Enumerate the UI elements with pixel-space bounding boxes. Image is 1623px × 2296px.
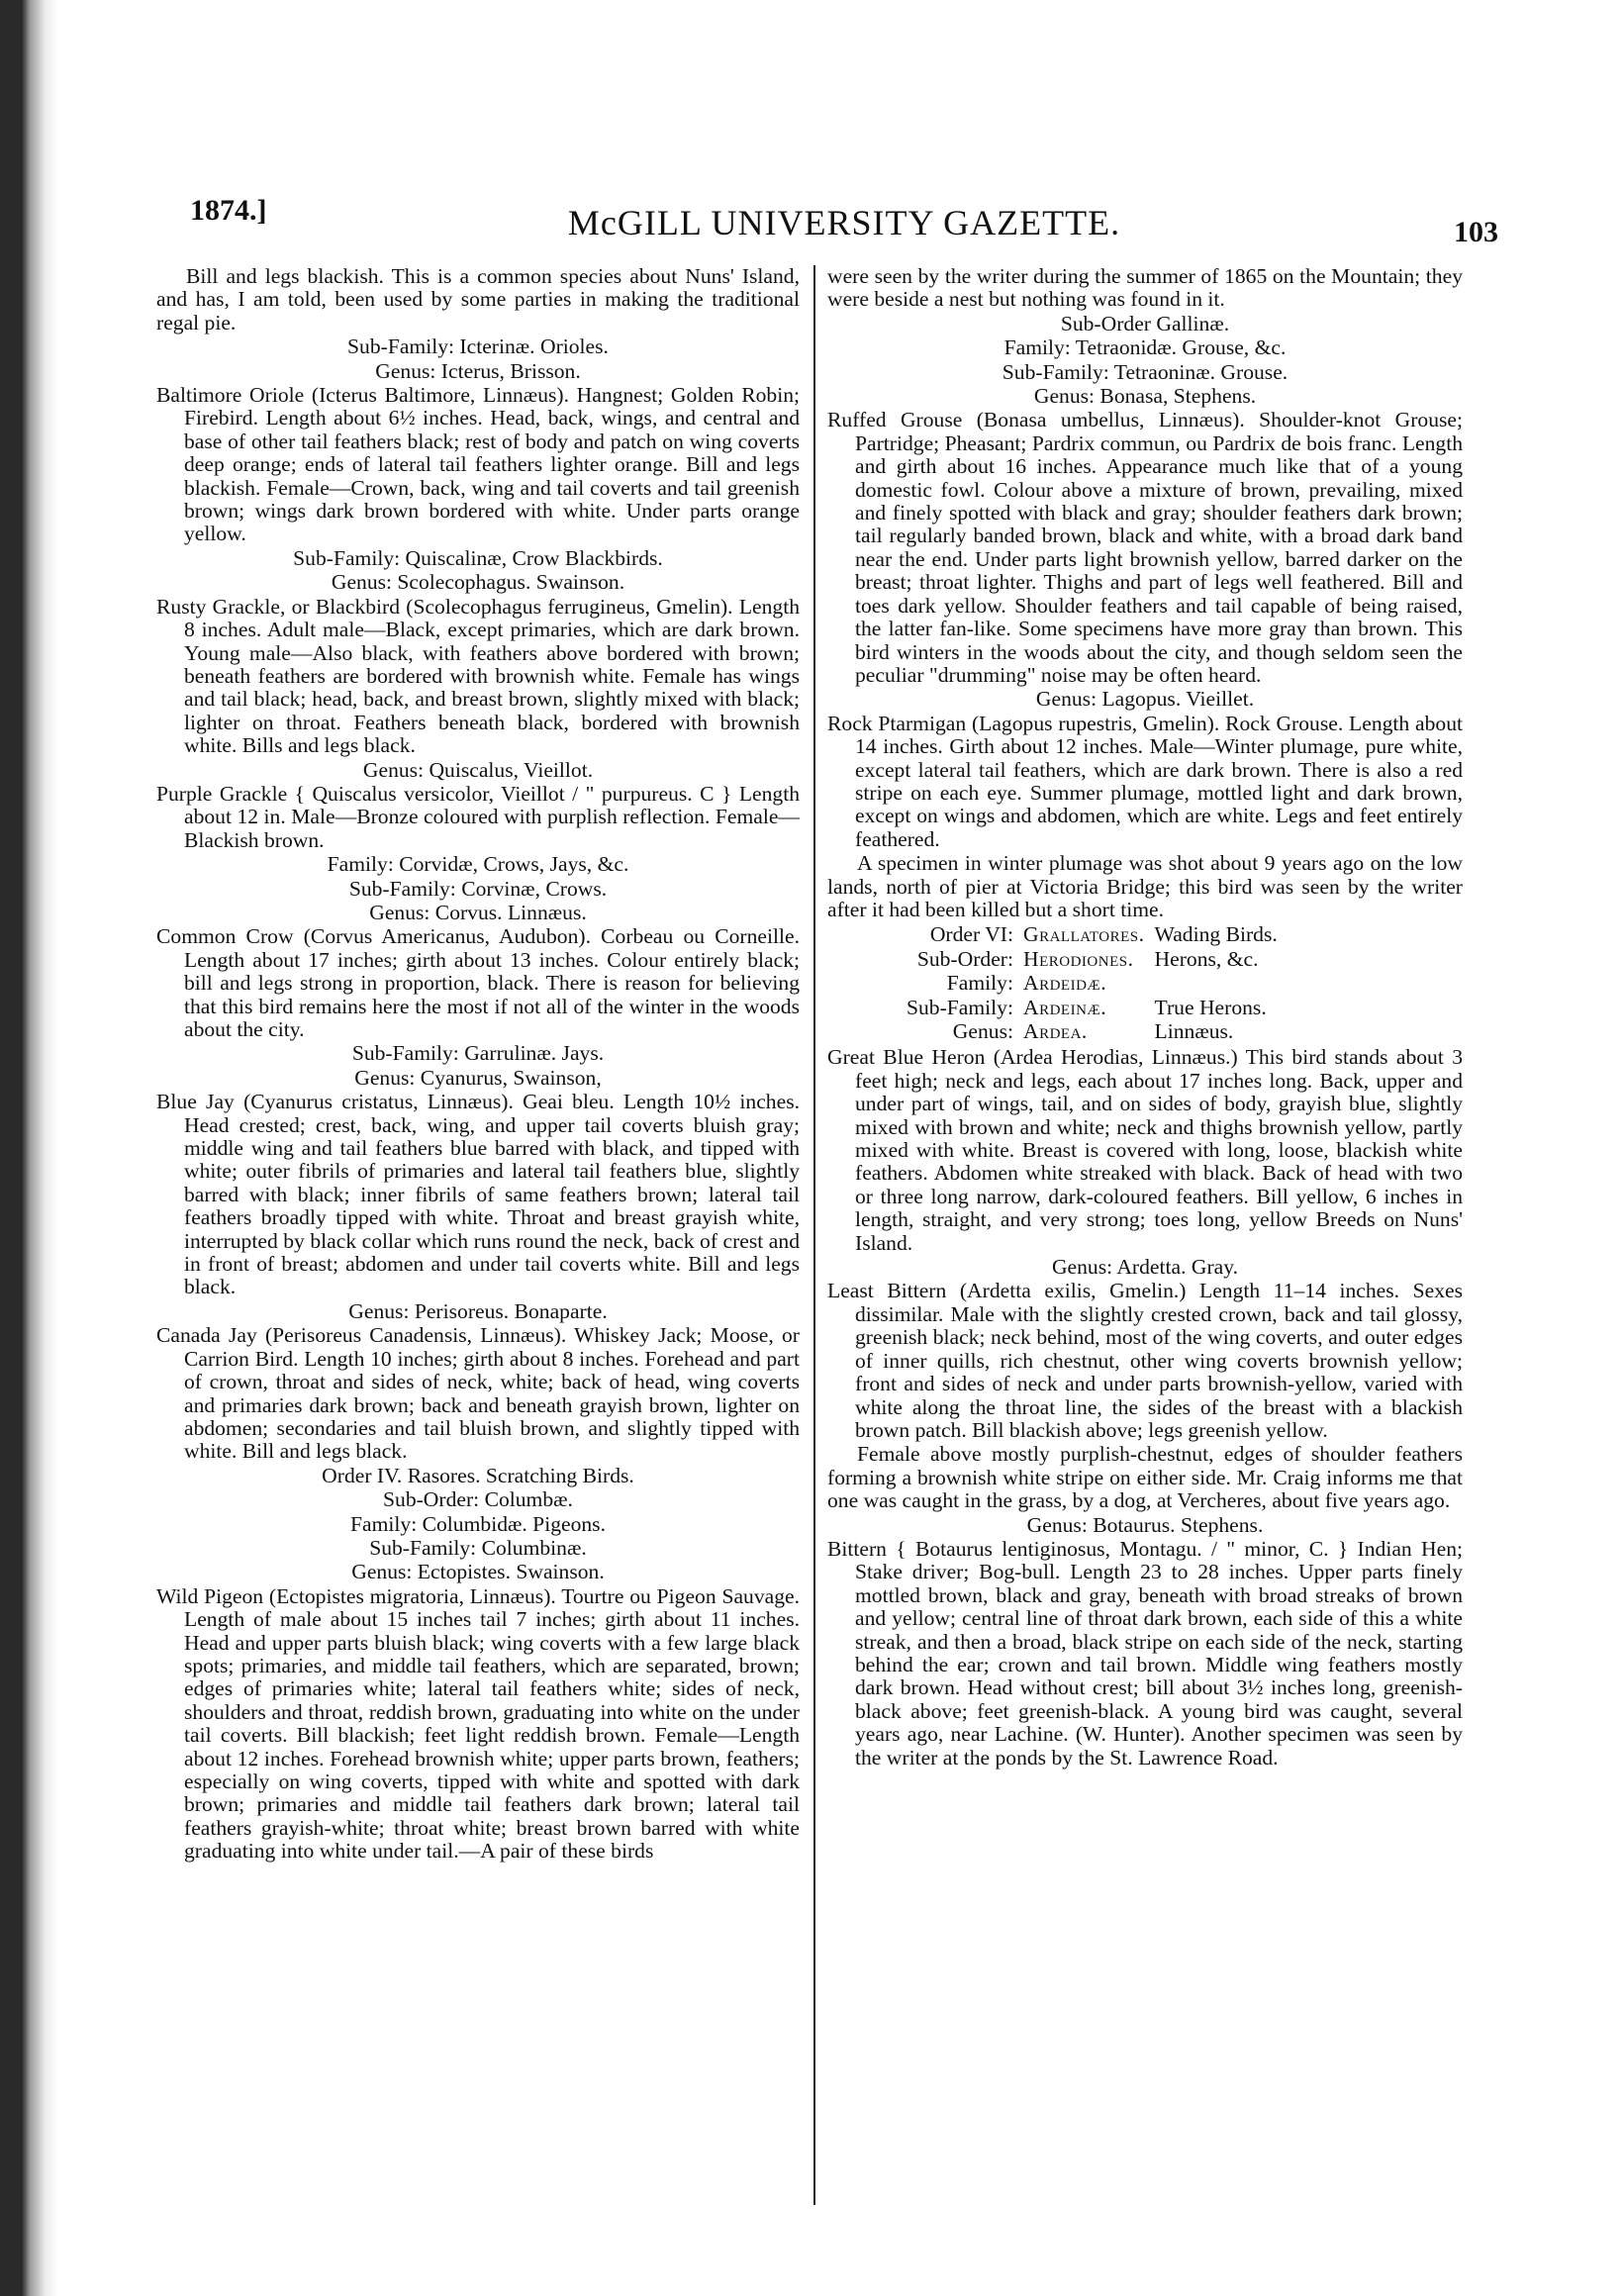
taxonomy-heading: Sub-Order: Columbæ.: [383, 1487, 573, 1512]
taxonomy-cell: Herons, &c.: [1154, 946, 1259, 971]
taxonomy-heading: Genus: Scolecophagus. Swainson.: [331, 570, 625, 595]
species-paragraph: Least Bittern (Ardetta exilis, Gmelin.) Length 11–14 inches. Sexes dissimilar. Male with the slightly crested crown, back and tail glossy, greenish black; neck behind, most of the wing coverts, and outer edges of inner quills, rich chestnut, other wing coverts brownish yellow; front and sides of neck and under parts brownish-yellow, varied with white along the throat line, the sides of the breast with a blackish brown patch. Bill blackish above; legs greenish yellow.: [827, 1279, 1463, 1442]
taxonomy-heading: Sub-Family: Columbinæ.: [369, 1535, 587, 1560]
species-paragraph: Purple Grackle { Quiscalus versicolor, Vieillot / " purpureus. C } Length about 12 in. Male—Bronze coloured with purplish reflection. Female—Blackish brown.: [156, 781, 800, 852]
taxonomy-cell: Ardeidæ.: [1022, 971, 1107, 996]
taxonomy-row: [907, 1020, 1288, 1044]
taxonomy-cell: Grallatores.: [1022, 922, 1145, 947]
taxonomy-heading: Sub-Family: Icterinæ. Orioles.: [347, 335, 609, 359]
publication-title: McGILL UNIVERSITY GAZETTE.: [567, 203, 1121, 242]
species-paragraph: Rusty Grackle, or Blackbird (Scolecophagus ferrugineus, Gmelin). Length 8 inches. Adult male—Black, except primaries, which are dark brown. Young male—Also black, with feathers above bordered with brown; beneath feathers are bordered with brownish white. Female has wings and tail black; head, back, and breast brown, slightly mixed with black; lighter on throat. Feathers beneath black, bordered with brownish white. Bills and legs black.: [156, 594, 800, 758]
species-paragraph: Bittern { Botaurus lentiginosus, Montagu. / " minor, C. } Indian Hen; Stake driver; Bog-bull. Length 23 to 28 inches. Upper parts finely mottled brown, black and gray, beneath with broad streaks of brown and yellow; central line of throat dark brown, each side of this a white streak, and then a broad, black stripe on each side of the neck, starting behind the ear; crown and tail brown. Middle wing feathers mostly dark brown. Head without crest; bill about 3½ inches long, greenish-black above; feet greenish-black. A young bird was caught, several years ago, near Lachine. (W. Hunter). Another specimen was seen by the writer at the ponds by the St. Lawrence Road.: [827, 1536, 1463, 1770]
taxonomy-heading: Sub-Family: Corvinæ, Crows.: [348, 876, 608, 901]
taxonomy-cell: Order VI:: [929, 922, 1013, 947]
taxonomy-heading: Genus: Ardetta. Gray.: [1051, 1255, 1239, 1280]
species-paragraph: Blue Jay (Cyanurus cristatus, Linnæus). Geai bleu. Length 10½ inches. Head crested; crest, back, wing, and upper tail coverts bluish gray; middle wing and tail feathers blue barred with black, and tipped with white; outer fibrils of primaries and lateral tail feathers blue, slightly barred with black; inner fibrils of same feathers brown; lateral tail feathers broadly tipped with white. Throat and breast grayish white, interrupted by black collar which runs round the neck, back of crest and in front of breast; abdomen and under tail coverts white. Bill and legs black.: [156, 1090, 800, 1299]
taxonomy-cell: Ardeinæ.: [1022, 995, 1107, 1019]
species-paragraph: Common Crow (Corvus Americanus, Audubon). Corbeau ou Corneille. Length about 17 inches; girth about 13 inches. Colour entirely black; bill and legs strong in proportion, black. There is reason for believing that this bird remains here the most if not all of the winter in the woods about the city.: [156, 924, 800, 1041]
taxonomy-cell: Family:: [946, 971, 1013, 996]
species-paragraph: Wild Pigeon (Ectopistes migratoria, Linnæus). Tourtre ou Pigeon Sauvage. Length of male about 15 inches tail 7 inches; girth about 11 inches. Head and upper parts bluish black; wing coverts with a few large black spots; primaries, and middle tail feathers, which are separated, brown; edges of primaries white; lateral tail feathers white; sides of neck, shoulders and throat, reddish brown, graduating into white on the under tail coverts. Bill blackish; feet light reddish brown. Female—Length about 12 inches. Forehead brownish white; upper parts brown, feathers; especially on wing coverts, tipped with white and spotted with dark brown; primaries and middle tail feathers dark brown; lateral tail feathers grayish-white; throat white; breast brown barred with white graduating into white under tail.—A pair of these birds: [156, 1583, 800, 1864]
taxonomy-heading: Order IV. Rasores. Scratching Birds.: [322, 1463, 634, 1487]
taxonomy-heading: Family: Columbidæ. Pigeons.: [350, 1511, 606, 1536]
taxonomy-row: [907, 997, 1288, 1020]
taxonomy-heading: Genus: Botaurus. Stephens.: [1026, 1512, 1264, 1537]
right-column: [827, 265, 1463, 2205]
page-edge-shadow: [0, 0, 57, 2296]
taxonomy-cell: Genus:: [952, 1019, 1013, 1043]
taxonomy-cell: Sub-Family:: [907, 995, 1013, 1019]
taxonomy-cell: Sub-Order:: [916, 946, 1013, 971]
taxonomy-cell: True Herons.: [1154, 995, 1267, 1019]
taxonomy-heading: Sub-Order Gallinæ.: [1060, 311, 1230, 335]
taxonomy-cell: [1155, 972, 1288, 996]
taxonomy-heading: Family: Tetraonidæ. Grouse, &c.: [1003, 335, 1287, 360]
taxonomy-cell: Herodiones.: [1022, 946, 1134, 971]
taxonomy-heading: Genus: Cyanurus, Swainson,: [354, 1065, 602, 1090]
taxonomy-heading: Genus: Corvus. Linnæus.: [369, 900, 587, 924]
taxonomy-heading: Family: Corvidæ, Crows, Jays, &c.: [327, 852, 629, 877]
page-number: 103: [1454, 216, 1498, 248]
issue-year: 1874.]: [190, 194, 267, 227]
taxonomy-row: [907, 923, 1288, 947]
left-column: [156, 265, 800, 2205]
species-paragraph: Rock Ptarmigan (Lagopus rupestris, Gmelin). Rock Grouse. Length about 14 inches. Girth about 12 inches. Male—Winter plumage, pure white, except lateral tail feathers, which are dark brown. There is also a red stripe on each eye. Summer plumage, mottled light and dark brown, except on wings and abdomen, which are white. Legs and feet entirely feathered.: [827, 711, 1463, 851]
taxonomy-cell: Linnæus.: [1154, 1019, 1234, 1043]
species-paragraph: Bill and legs blackish. This is a common species about Nuns' Island, and has, I am told, been used by some parties in making the traditional regal pie.: [156, 265, 800, 335]
taxonomy-heading: Genus: Lagopus. Vieillet.: [1035, 687, 1255, 712]
taxonomy-heading: Genus: Bonasa, Stephens.: [1033, 384, 1257, 409]
species-paragraph: Great Blue Heron (Ardea Herodias, Linnæus.) This bird stands about 3 feet high; neck and legs, each about 17 inches long. Back, upper and under part of wings, tail, and on sides of body, grayish blue, slightly mixed with brown and white; neck and thighs brownish yellow, partly mixed with white. Breast is covered with long, loose, blackish white feathers. Abdomen white streaked with black. Back of head with two or three long narrow, dark-coloured feathers. Bill yellow, 6 inches in length, straight, and very strong; toes long, yellow Breeds on Nuns' Island.: [827, 1045, 1463, 1255]
species-paragraph: Canada Jay (Perisoreus Canadensis, Linnæus). Whiskey Jack; Moose, or Carrion Bird. Length 10 inches; girth about 8 inches. Forehead and part of crown, throat and sides of neck, white; back of head, wing coverts and primaries dark brown; back and beneath grayish brown, lighter on abdomen; secondaries and tail bluish brown, and slightly tipped with white. Bill and legs black.: [156, 1323, 800, 1464]
species-paragraph: Ruffed Grouse (Bonasa umbellus, Linnæus). Shoulder-knot Grouse; Partridge; Pheasant; Pardrix commun, ou Pardrix de bois franc. Length and girth about 16 inches. Appearance much like that of a young domestic fowl. Colour above a mixture of brown, prevailing, mixed and finely spotted with black and gray; shoulder feathers dark brown; tail regularly banded brown, black and white, with a broad dark band near the end. Under parts light brownish yellow, barred darker on the breast; throat lighter. Thighs and part of legs well feathered. Bill and toes dark yellow. Shoulder feathers and tail capable of being raised, the latter fan-like. Some specimens have more gray than brown. This bird winters in the woods about the city, and though seldom seen the peculiar "drumming" noise may be often heard.: [827, 408, 1463, 687]
page-header: [190, 194, 1498, 253]
taxonomy-heading: Sub-Family: Garrulinæ. Jays.: [351, 1041, 605, 1066]
taxonomy-heading: Genus: Perisoreus. Bonaparte.: [348, 1298, 608, 1323]
species-paragraph: A specimen in winter plumage was shot about 9 years ago on the low lands, north of pier at Victoria Bridge; this bird was seen by the writer after it had been killed but a short time.: [827, 851, 1463, 921]
taxonomy-cell: Wading Birds.: [1154, 922, 1278, 947]
taxonomy-row: [907, 948, 1288, 972]
species-paragraph: Baltimore Oriole (Icterus Baltimore, Linnæus). Hangnest; Golden Robin; Firebird. Length about 6½ inches. Head, back, wings, and central and base of other tail feathers black; rest of body and patch on wing coverts deep orange; ends of lateral tail feathers lighter orange. Bill and legs blackish. Female—Crown, back, wing and tail coverts and tail greenish brown; wings dark brown bordered with white. Under parts orange yellow.: [156, 383, 800, 546]
taxonomy-heading: Sub-Family: Tetraoninæ. Grouse.: [1002, 359, 1289, 384]
taxonomy-heading: Genus: Icterus, Brisson.: [375, 358, 581, 383]
column-divider: [813, 265, 815, 2205]
taxonomy-table: [907, 923, 1288, 1044]
taxonomy-heading: Sub-Family: Quiscalinæ, Crow Blackbirds.: [293, 545, 663, 570]
taxonomy-cell: Ardea.: [1022, 1019, 1088, 1043]
taxonomy-row: [907, 972, 1288, 996]
taxonomy-heading: Genus: Quiscalus, Vieillot.: [362, 757, 594, 782]
species-paragraph: Female above mostly purplish-chestnut, edges of shoulder feathers forming a brownish white stripe on either side. Mr. Craig informs me that one was caught in the grass, by a dog, at Vercheres, about five years ago.: [827, 1442, 1463, 1513]
species-paragraph: were seen by the writer during the summer of 1865 on the Mountain; they were beside a nest but nothing was found in it.: [827, 265, 1463, 312]
taxonomy-heading: Genus: Ectopistes. Swainson.: [351, 1560, 605, 1584]
